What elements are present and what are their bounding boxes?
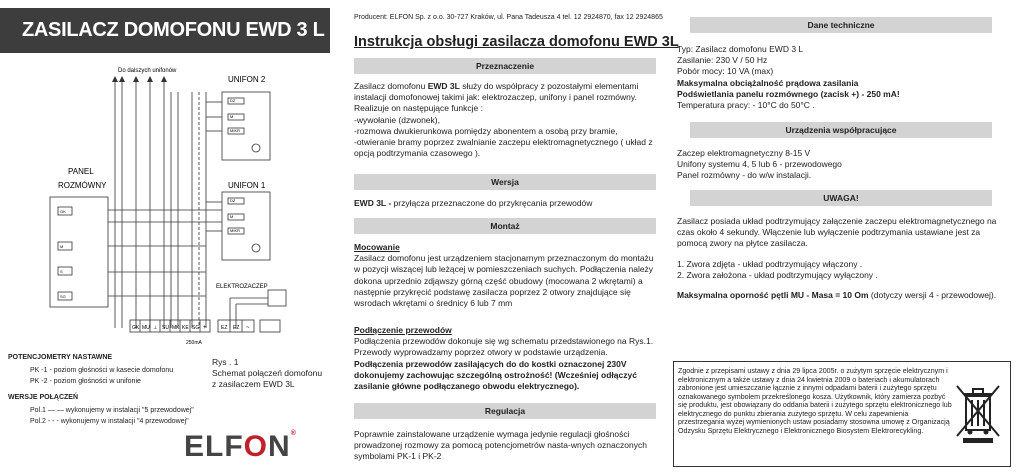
logo-reg: ® (290, 430, 297, 437)
subsection-title: Mocowanie (354, 242, 400, 252)
podlaczenie-text (354, 325, 656, 392)
para-text: (dotyczy wersji 4 - przewodowej). (868, 290, 997, 301)
panel-label-2: ROZMÓWNY (58, 181, 107, 190)
figure-caption (212, 357, 332, 390)
wiring-diagram (0, 62, 335, 352)
diagram-top-label: Do dalszych unifonów (118, 68, 177, 74)
list-item: -wywołanie (dzwonek), (354, 114, 440, 125)
terminal-label: EZ (221, 325, 228, 331)
para-text: Zasilacz posiada układ podtrzymujący załączenie zaczepu elektromagnetycznego na czas około 4 sekundy. Włączenie lub wyłączenie podtrzymania ustawiane jest za pomocą zwory na płytce zasilacza. (677, 216, 997, 249)
caption-line: Rys . 1 (212, 357, 239, 367)
potentiometer-line: PK -2 - poziom głośności w unifonie (30, 378, 141, 385)
para-text: służy do współpracy z pozostałymi elementami instalacji domofonowej takimi jak: elektrozaczep, unifony i panel rozmówny. Realizuje on następujące funkcje : (354, 81, 639, 114)
caption-line: Schemat połączeń domofonu (212, 368, 323, 378)
elfon-logo (184, 430, 297, 464)
uwaga-text (677, 216, 1012, 301)
logo-text: N (268, 430, 291, 463)
urzadzenia-text (677, 148, 1012, 182)
unifon1-label: UNIFON 1 (228, 181, 266, 190)
potentiometer-line: PK -1 - poziom głośności w kasecie domofonu (30, 367, 174, 374)
potentiometers-heading: POTENCJOMETRY NASTAWNE (8, 354, 113, 361)
crossed-bin-icon (951, 378, 1006, 448)
section-heading-urzadzenia: Urządzenia współpracujące (690, 122, 992, 138)
logo-text: ELF (184, 430, 244, 463)
para-bold: Maksymalna oporność pętli MU - Masa = 10 Om (677, 290, 869, 301)
panel-label: PANEL (68, 167, 94, 176)
caption-line: z zasilaczem EWD 3L (212, 379, 295, 389)
version-line: Pol.2 - - - wykonujemy w instalacji "4 przewodowej" (30, 418, 189, 425)
spec-line: Zasilanie: 230 V / 50 Hz (677, 55, 768, 66)
unifon2-label: UNIFON 2 (228, 75, 266, 84)
list-item: 2. Zwora założona - układ podtrzymujący wyłączony . (677, 269, 878, 280)
list-item: 1. Zwora zdjęta - układ podtrzymujący włączony . (677, 258, 863, 269)
para-bold: EWD 3L - (354, 198, 394, 208)
doc-title: Instrukcja obsługi zasilacza domofonu EWD 3L (354, 34, 679, 50)
terminal-label: + (203, 325, 207, 331)
regulacja-text: Poprawnie zainstalowane urządzenie wymaga jedynie regulacji głośności prowadzonej rozmowy za pomocą potencjometrów nasta-wnych oznaczonych symbolami PK-1 i PK-2 (354, 429, 647, 462)
panel-pin: GK (60, 209, 66, 214)
para-text: Podłączenia przewodów dokonuje się wg schematu przedstawionego na Rys.1. Przewody wyprowadzamy poprzez otwory w podstawie urządzenia. (354, 336, 654, 358)
section-heading-wersja: Wersja (354, 174, 656, 190)
u2-pin: MIKR (230, 128, 240, 133)
spec-line-bold: Maksymalna obciążalność prądowa zasilania (677, 77, 859, 88)
u1-pin: MIKR (230, 228, 240, 233)
panel-pin: M (60, 244, 64, 249)
terminal-label: EZ (233, 325, 240, 331)
spec-line: Pobór mocy: 10 VA (max) (677, 66, 774, 77)
wersja-text (354, 198, 656, 209)
terminal-label: MU (142, 325, 150, 331)
lock-label: ELEKTROZACZEP (216, 284, 268, 290)
spec-line: Typ: Zasilacz domofonu EWD 3 L (677, 44, 804, 54)
para-text: Zasilacz domofonu (354, 81, 428, 91)
u2-pin: DZ (230, 98, 236, 103)
recycling-notice-text: Zgodnie z przepisami ustawy z dnia 29 lipca 2005r. o zużytym sprzęcie elektrycznym i elektronicznym a także ustawy z dnia 24 kwietnia 2009 o bateriach i akumulatorach zabronione jest umieszczanie łącznie z innymi odpadami baterii i zużytego sprzętu oznakowanego symbolem przekreślonego kosza. Użytkownik, który zamierza pozbyć się produktu, jest obowiązany do oddania baterii i zużytego sprzętu elektronicznego lub elektrycznego do punktu zbierania zużytego sprzętu. W celu zapewnienia przestrzegania wyżej wymienionych ustaw posiadamy stosowna umowę z Organizacją Odzysku Sprzętu Elektrycznego i Elektronicznego Biosystem Elektrorecykling. (678, 367, 952, 435)
para-text: Zasilacz domofonu jest urządzeniem stacjonarnym przeznaczonym do montażu w pozycji wiszącej lub leżącej w pomieszczeniach suchych. Podłączenia należy dokona uprzednio zdjąwszy górną część obudowy (mocowana 2 wkrętami) a następnie przykręcić podstawę zasilacza poprzez 2 otwory znajdujące się wsrodach wkrętami o średnicy 6 lub 7 mm (354, 253, 654, 309)
terminal-label: ⊥ (153, 325, 158, 331)
panel-pin: S (60, 269, 63, 274)
current-label: 250mA (186, 340, 202, 346)
list-item: -rozmowa dwukierunkowa pomiędzy abonentem a osobą przy bramie, (354, 125, 618, 136)
terminal-label: KE (182, 325, 189, 331)
section-heading-dane: Dane techniczne (690, 17, 992, 33)
section-heading-uwaga: UWAGA! (690, 190, 992, 206)
page-title: ZASILACZ DOMOFONU EWD 3 L (0, 8, 330, 53)
panel-pin: SG (60, 294, 66, 299)
spec-line: Temperatura pracy: - 10°C do 50°C . (677, 100, 815, 111)
list-item: -otwieranie bramy poprzez zwalnianie zaczepu elektromagnetycznego ( układ z opcją podtrzymania czasowego ). (354, 137, 653, 159)
u1-pin: DZ (230, 198, 236, 203)
spec-line-bold: Podświetlania panelu rozmównego (zacisk +) - 250 mA! (677, 88, 900, 99)
u2-pin: M (230, 114, 234, 119)
u1-pin: M (230, 214, 234, 219)
para-bold: EWD 3L (427, 81, 460, 91)
para-bold: Podłączenia przewodów zasilających do do kostki oznaczonej 230V dokonujemy zachowując szczególną ostrożność! (Wcześniej odłączyć zasilanie główne podłączanego obwodu elektrycznego). (354, 358, 637, 392)
para-text: przyłącza przeznaczone do przykręcania przewodów (393, 198, 593, 208)
device-line: Unifony systemu 4, 5 lub 6 - przewodowego (677, 159, 842, 170)
section-heading-montaz: Montaż (354, 218, 656, 234)
device-line: Panel rozmówny - do w/w instalacji. (677, 170, 812, 181)
subsection-title: Podłączenie przewodów (354, 325, 452, 335)
version-line: Pol.1 — — wykonujemy w instalacji "5 przewodowej" (30, 407, 194, 414)
section-heading-regulacja: Regulacja (354, 403, 656, 419)
producer-line: Producent: ELFON Sp. z o.o. 30-727 Kraków, ul. Pana Tadeusza 4 tel. 12 2924870, fax 12 2924865 (354, 14, 663, 21)
terminal-label: ~ (246, 325, 250, 331)
terminal-label: SG (192, 325, 200, 331)
logo-text: O (243, 430, 269, 463)
section-heading-przeznaczenie: Przeznaczenie (354, 58, 656, 74)
dane-text (677, 44, 1012, 111)
versions-heading: WERSJE POŁĄCZEŃ (8, 394, 79, 401)
terminal-label: MK (172, 325, 180, 331)
device-line: Zaczep elektromagnetyczny 8-15 V (677, 148, 811, 158)
terminal-label: GK (132, 325, 140, 331)
mocowanie-text (354, 242, 656, 309)
przeznaczenie-text (354, 81, 656, 159)
terminal-label: SU (162, 325, 169, 331)
